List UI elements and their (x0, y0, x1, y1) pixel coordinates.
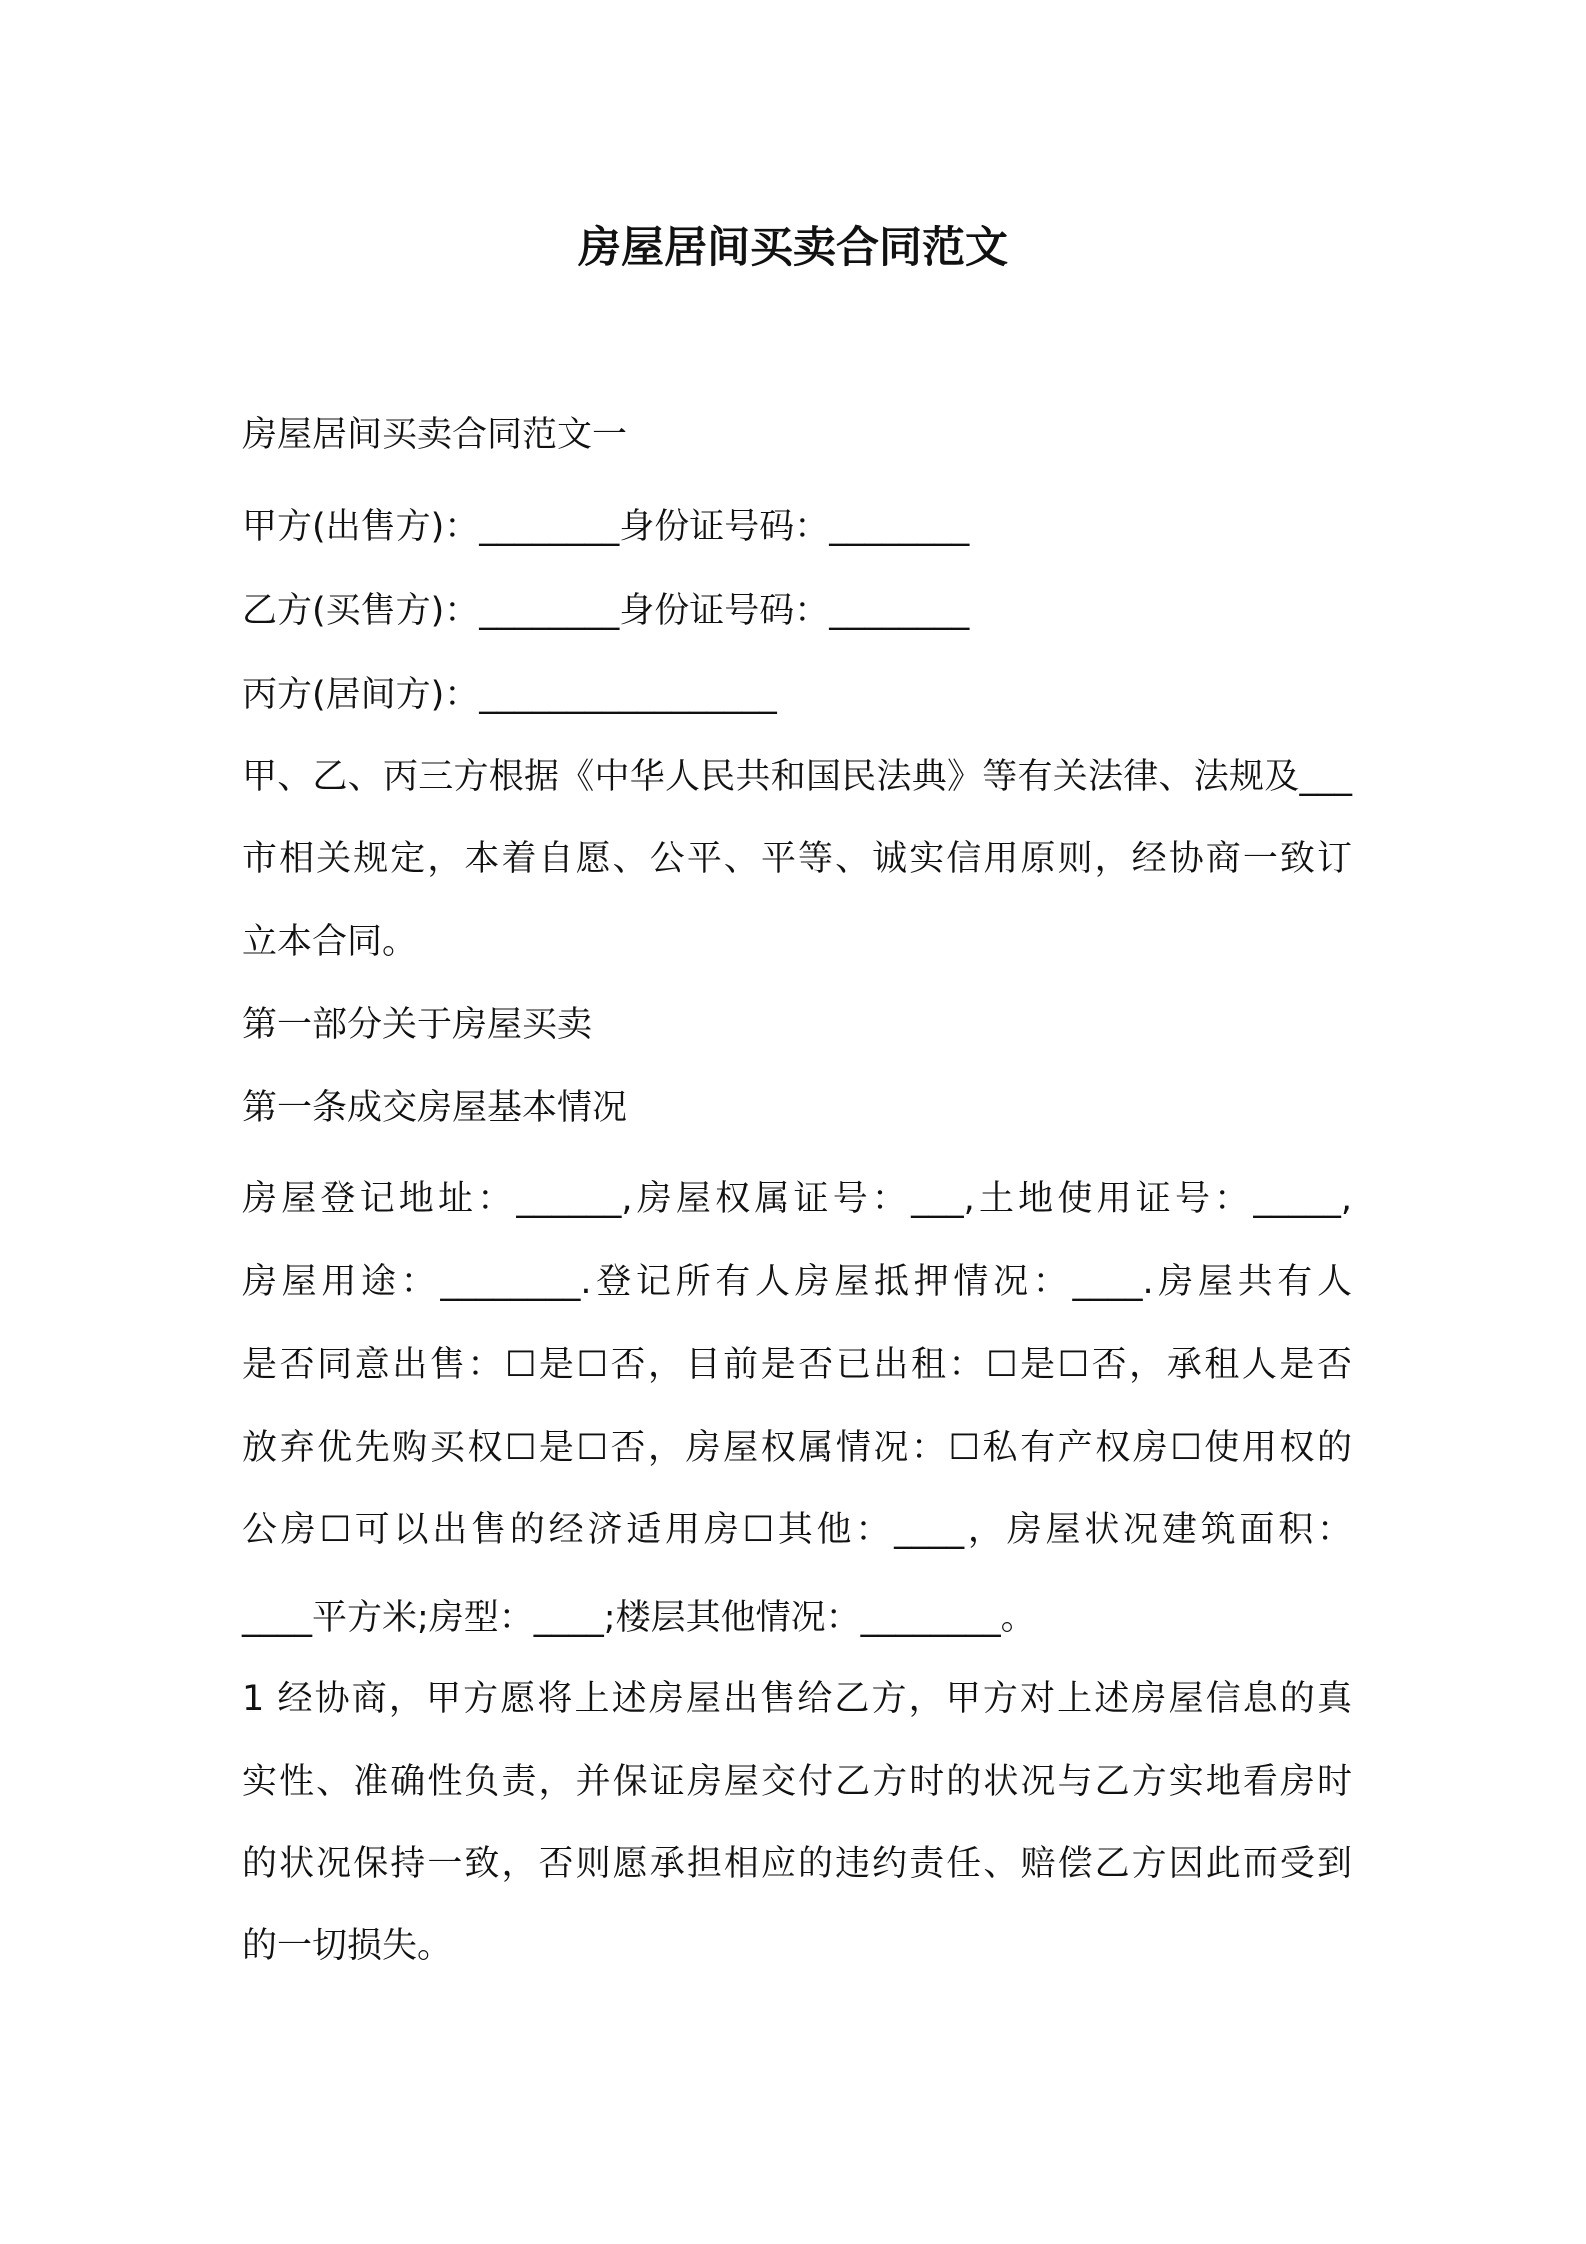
paragraph-line: 立本合同。 (242, 922, 418, 962)
paragraph-line: 房屋用途：________.登记所有人房屋抵押情况：____.房屋共有人 (242, 1262, 1352, 1302)
paragraph-line: 是否同意出售：☐是☐否，目前是否已出租：☐是☐否，承租人是否 (242, 1345, 1352, 1385)
paragraph-line: 的一切损失。 (242, 1926, 453, 1966)
party-c-line: 丙方(居间方)：_________________ (242, 675, 777, 715)
paragraph-line: 公房☐可以出售的经济适用房☐其他：____，房屋状况建筑面积： (242, 1510, 1352, 1550)
paragraph-line: 1 经协商，甲方愿将上述房屋出售给乙方，甲方对上述房屋信息的真 (242, 1679, 1352, 1719)
document-title: 房屋居间买卖合同范文 (578, 223, 1008, 273)
party-a-line: 甲方(出售方)：________身份证号码：________ (242, 507, 970, 547)
section-heading: 房屋居间买卖合同范文一 (242, 415, 628, 455)
paragraph-line: 放弃优先购买权☐是☐否，房屋权属情况：☐私有产权房☐使用权的 (242, 1428, 1352, 1468)
article-heading: 第一条成交房屋基本情况 (242, 1088, 628, 1128)
paragraph-line: 的状况保持一致，否则愿承担相应的违约责任、赔偿乙方因此而受到 (242, 1844, 1352, 1884)
paragraph-line: 实性、准确性负责，并保证房屋交付乙方时的状况与乙方实地看房时 (242, 1762, 1352, 1802)
paragraph-line: 市相关规定，本着自愿、公平、平等、诚实信用原则，经协商一致订 (242, 839, 1352, 879)
party-b-line: 乙方(买售方)：________身份证号码：________ (242, 591, 970, 631)
part-heading: 第一部分关于房屋买卖 (242, 1005, 593, 1045)
paragraph-line: ____平方米;房型：____;楼层其他情况：________。 (242, 1598, 1036, 1638)
paragraph-line: 房屋登记地址：______,房屋权属证号：___,土地使用证号：_____, (242, 1179, 1352, 1219)
paragraph-line: 甲、乙、丙三方根据《中华人民共和国民法典》等有关法律、法规及___ (242, 757, 1352, 797)
